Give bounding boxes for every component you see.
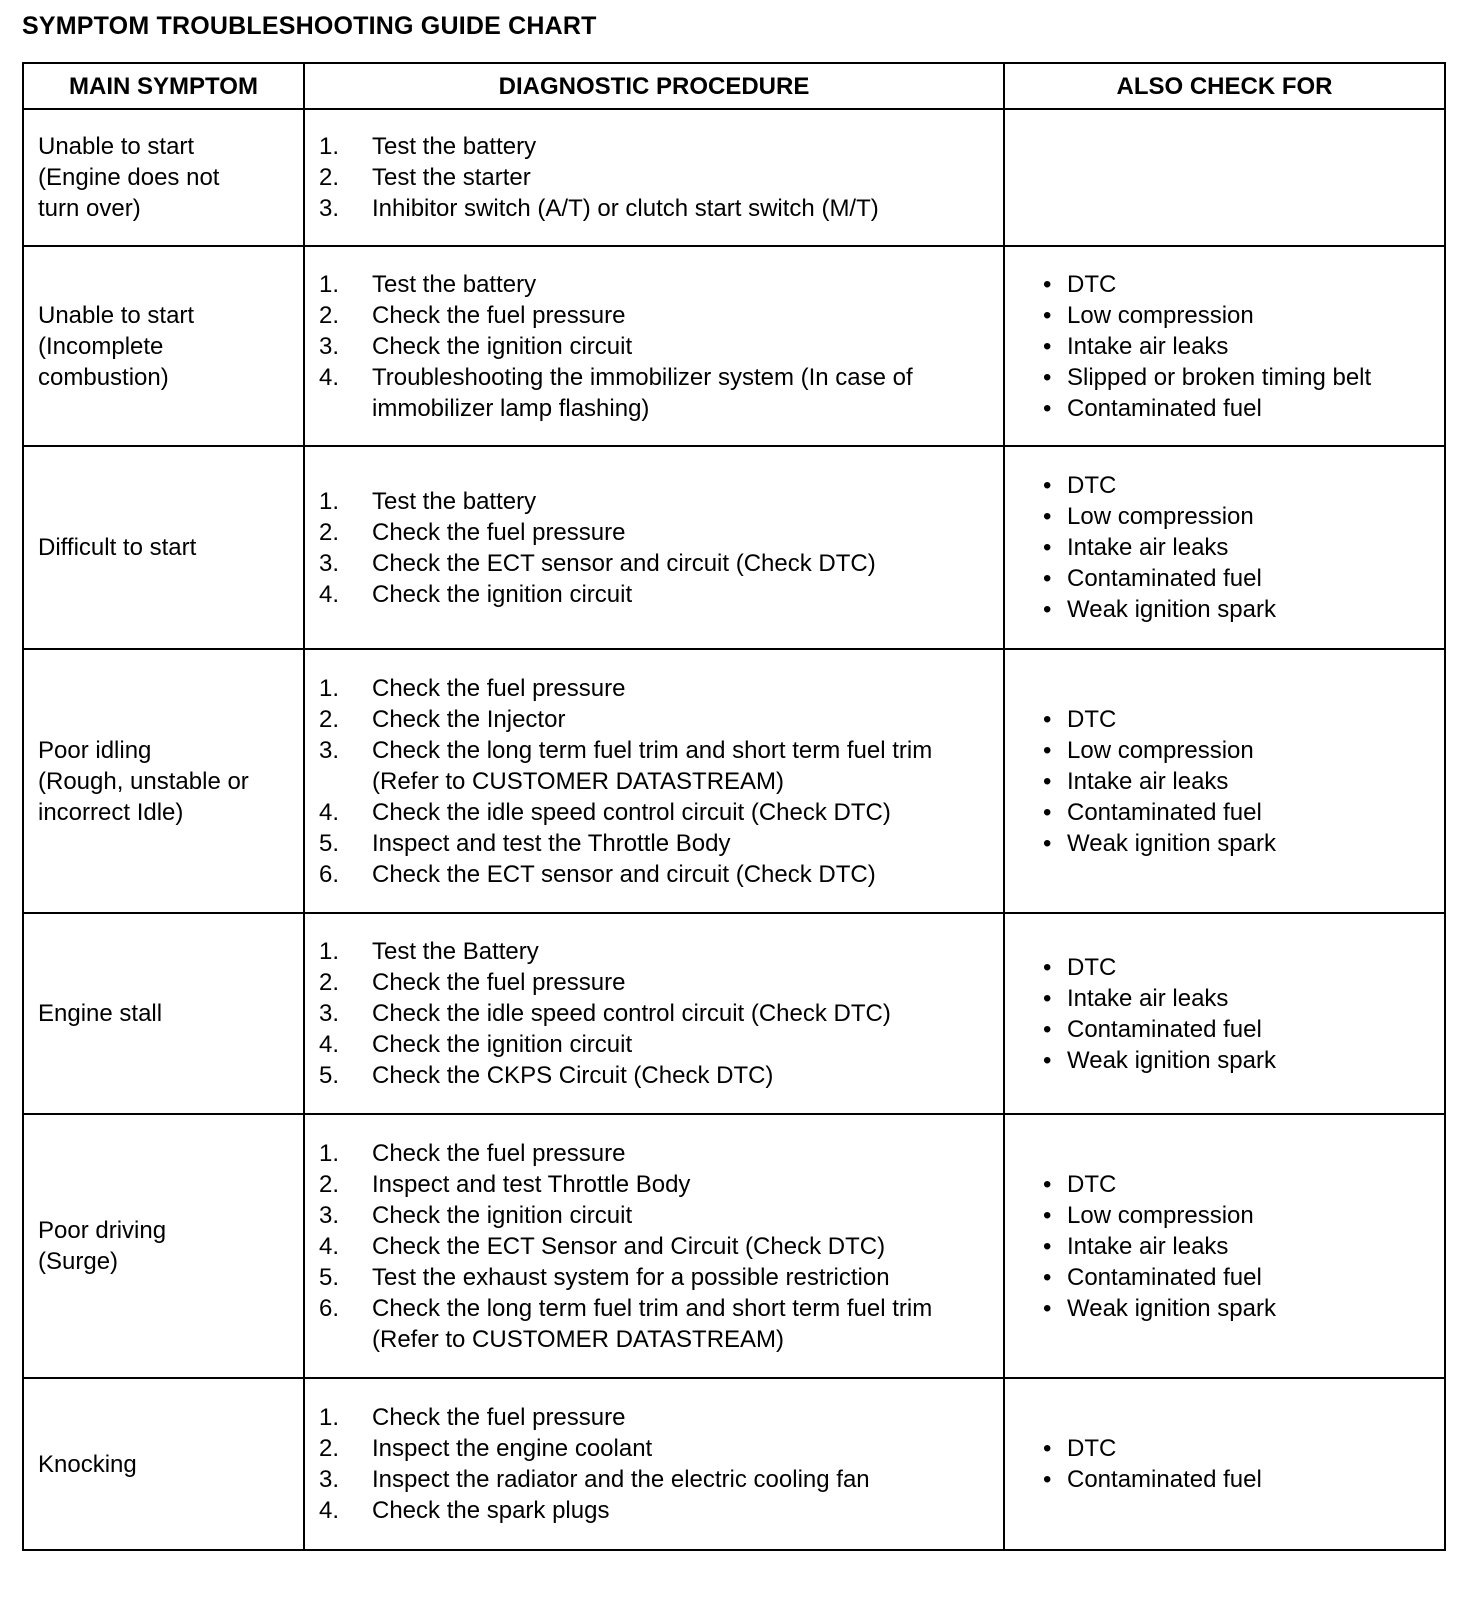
- step-text: Test the exhaust system for a possible restriction: [372, 1263, 890, 1291]
- check-item: [1043, 1464, 1438, 1495]
- bullet-icon: •: [1043, 363, 1052, 391]
- step-number: 2.: [319, 1435, 340, 1462]
- bullet-icon: •: [1043, 767, 1052, 795]
- check-list: [1043, 704, 1438, 859]
- procedure-list: [319, 486, 991, 610]
- also-check-cell: [1004, 1114, 1445, 1378]
- check-text: Contaminated fuel: [1067, 1263, 1262, 1291]
- procedure-step: [319, 673, 991, 704]
- procedure-cell: [304, 1114, 1004, 1378]
- procedure-step: [319, 704, 991, 735]
- symptom-text: Knocking: [38, 1450, 137, 1478]
- check-item: [1043, 1169, 1438, 1200]
- step-text: Test the starter: [372, 164, 531, 191]
- check-text: DTC: [1067, 270, 1117, 298]
- symptom-text: Poor driving (Surge): [38, 1217, 167, 1275]
- step-text: Check the Injector: [372, 705, 566, 733]
- step-text: Check the ECT sensor and circuit (Check DTC): [372, 549, 876, 577]
- step-number: 1.: [319, 487, 340, 515]
- procedure-cell: [304, 649, 1004, 913]
- header-main-symptom: MAIN SYMPTOM: [23, 63, 304, 109]
- check-text: Weak ignition spark: [1067, 829, 1276, 857]
- procedure-step: [319, 1433, 991, 1464]
- procedure-cell: [304, 913, 1004, 1114]
- bullet-icon: •: [1043, 534, 1052, 561]
- procedure-step: [319, 859, 991, 890]
- check-item: [1043, 1045, 1438, 1076]
- bullet-icon: •: [1043, 301, 1052, 329]
- check-text: Low compression: [1067, 301, 1254, 329]
- check-text: Contaminated fuel: [1067, 394, 1262, 422]
- bullet-icon: •: [1043, 1294, 1052, 1322]
- symptom-cell: [23, 1114, 304, 1378]
- procedure-list: [319, 1402, 991, 1526]
- procedure-list: [319, 269, 991, 424]
- check-item: [1043, 393, 1438, 424]
- step-number: 5.: [319, 1062, 340, 1089]
- bullet-icon: •: [1043, 270, 1052, 298]
- check-text: Contaminated fuel: [1067, 1466, 1262, 1493]
- check-item: [1043, 797, 1438, 828]
- check-list: [1043, 470, 1438, 625]
- step-number: 2.: [319, 969, 340, 996]
- check-text: Low compression: [1067, 736, 1254, 764]
- procedure-list: [319, 131, 991, 224]
- step-number: 1.: [319, 674, 340, 702]
- check-text: Contaminated fuel: [1067, 565, 1262, 592]
- step-number: 1.: [319, 1404, 340, 1431]
- procedure-step: [319, 1293, 991, 1355]
- procedure-step: [319, 1200, 991, 1231]
- check-text: Weak ignition spark: [1067, 1294, 1276, 1322]
- step-text: Test the battery: [372, 270, 537, 298]
- symptom-cell: [23, 246, 304, 446]
- bullet-icon: •: [1043, 953, 1052, 981]
- bullet-icon: •: [1043, 1046, 1052, 1074]
- procedure-step: [319, 331, 991, 362]
- step-text: Check the idle speed control circuit (Check DTC): [372, 1000, 891, 1027]
- check-text: DTC: [1067, 1170, 1117, 1198]
- check-item: [1043, 1433, 1438, 1464]
- check-text: Intake air leaks: [1067, 534, 1229, 561]
- step-number: 4.: [319, 1497, 340, 1524]
- symptom-text: Poor idling (Rough, unstable or incorrect Idle): [38, 736, 249, 826]
- step-number: 1.: [319, 938, 340, 965]
- procedure-step: [319, 486, 991, 517]
- check-item: [1043, 1293, 1438, 1324]
- step-number: 2.: [319, 301, 340, 329]
- step-number: 2.: [319, 164, 340, 191]
- procedure-cell: [304, 109, 1004, 246]
- procedure-step: [319, 1060, 991, 1091]
- procedure-step: [319, 300, 991, 331]
- check-text: Intake air leaks: [1067, 767, 1229, 795]
- procedure-step: [319, 517, 991, 548]
- check-text: DTC: [1067, 472, 1117, 499]
- step-text: Test the battery: [372, 133, 537, 160]
- check-item: [1043, 362, 1438, 393]
- step-text: Check the long term fuel trim and short term fuel trim (Refer to CUSTOMER DATASTREAM): [372, 1294, 933, 1353]
- check-item: [1043, 532, 1438, 563]
- procedure-step: [319, 735, 991, 797]
- procedure-step: [319, 1169, 991, 1200]
- check-item: [1043, 735, 1438, 766]
- step-number: 5.: [319, 829, 340, 857]
- bullet-icon: •: [1043, 829, 1052, 857]
- symptom-text: Engine stall: [38, 1000, 163, 1027]
- step-number: 3.: [319, 736, 340, 764]
- step-number: 6.: [319, 1294, 340, 1322]
- step-text: Check the fuel pressure: [372, 518, 626, 546]
- procedure-step: [319, 998, 991, 1029]
- bullet-icon: •: [1043, 1263, 1052, 1291]
- step-text: Check the ignition circuit: [372, 332, 633, 360]
- bullet-icon: •: [1043, 705, 1052, 733]
- procedure-step: [319, 967, 991, 998]
- procedure-step: [319, 797, 991, 828]
- step-number: 4.: [319, 580, 340, 608]
- step-text: Troubleshooting the immobilizer system (In case of immobilizer lamp flashing): [372, 363, 913, 422]
- procedure-cell: [304, 446, 1004, 649]
- step-text: Check the ECT sensor and circuit (Check DTC): [372, 860, 876, 888]
- check-list: [1043, 952, 1438, 1076]
- procedure-step: [319, 1262, 991, 1293]
- check-text: Intake air leaks: [1067, 984, 1229, 1012]
- check-item: [1043, 300, 1438, 331]
- symptom-cell: [23, 446, 304, 649]
- bullet-icon: •: [1043, 798, 1052, 826]
- page-title: SYMPTOM TROUBLESHOOTING GUIDE CHART: [22, 12, 597, 40]
- step-text: Check the ignition circuit: [372, 1201, 633, 1229]
- bullet-icon: •: [1043, 394, 1052, 422]
- bullet-icon: •: [1043, 596, 1052, 623]
- step-text: Inspect and test the Throttle Body: [372, 829, 731, 857]
- table-row: [23, 446, 1445, 649]
- check-text: Low compression: [1067, 1201, 1254, 1229]
- bullet-icon: •: [1043, 1201, 1052, 1229]
- table-row: [23, 1114, 1445, 1378]
- step-number: 3.: [319, 549, 340, 577]
- symptom-cell: [23, 913, 304, 1114]
- check-item: [1043, 1014, 1438, 1045]
- bullet-icon: •: [1043, 1232, 1052, 1260]
- procedure-list: [319, 1138, 991, 1355]
- procedure-step: [319, 1029, 991, 1060]
- procedure-step: [319, 269, 991, 300]
- symptom-text: Unable to start (Engine does not turn over): [38, 133, 220, 222]
- procedure-step: [319, 362, 991, 424]
- step-text: Check the fuel pressure: [372, 969, 626, 996]
- procedure-step: [319, 162, 991, 193]
- check-text: Contaminated fuel: [1067, 1015, 1262, 1043]
- also-check-cell: [1004, 246, 1445, 446]
- check-item: [1043, 828, 1438, 859]
- table-header-row: [23, 63, 1445, 109]
- table-row: [23, 246, 1445, 446]
- bullet-icon: •: [1043, 565, 1052, 592]
- symptom-text: Unable to start (Incomplete combustion): [38, 301, 195, 391]
- header-diagnostic-procedure: DIAGNOSTIC PROCEDURE: [304, 63, 1004, 109]
- check-item: [1043, 1200, 1438, 1231]
- step-text: Inhibitor switch (A/T) or clutch start switch (M/T): [372, 195, 879, 222]
- table-row: [23, 649, 1445, 913]
- procedure-step: [319, 548, 991, 579]
- step-number: 3.: [319, 1466, 340, 1493]
- step-number: 4.: [319, 1031, 340, 1058]
- procedure-step: [319, 193, 991, 224]
- step-text: Inspect the engine coolant: [372, 1435, 653, 1462]
- step-text: Check the ignition circuit: [372, 1031, 633, 1058]
- check-list: [1043, 1433, 1438, 1495]
- step-number: 3.: [319, 1000, 340, 1027]
- check-item: [1043, 269, 1438, 300]
- step-number: 2.: [319, 1170, 340, 1198]
- also-check-cell: [1004, 649, 1445, 913]
- check-text: Intake air leaks: [1067, 1232, 1229, 1260]
- check-text: DTC: [1067, 705, 1117, 733]
- check-text: Low compression: [1067, 503, 1254, 530]
- step-number: 4.: [319, 798, 340, 826]
- check-item: [1043, 563, 1438, 594]
- check-item: [1043, 766, 1438, 797]
- step-number: 1.: [319, 270, 340, 298]
- check-list: [1043, 1169, 1438, 1324]
- step-text: Check the spark plugs: [372, 1497, 610, 1524]
- check-text: Weak ignition spark: [1067, 596, 1276, 623]
- symptom-cell: [23, 1378, 304, 1550]
- step-number: 1.: [319, 1139, 340, 1167]
- bullet-icon: •: [1043, 1466, 1052, 1493]
- symptom-cell: [23, 649, 304, 913]
- step-text: Test the battery: [372, 487, 537, 515]
- also-check-cell: [1004, 446, 1445, 649]
- check-item: [1043, 1262, 1438, 1293]
- procedure-step: [319, 1138, 991, 1169]
- step-text: Check the long term fuel trim and short term fuel trim (Refer to CUSTOMER DATASTREAM): [372, 736, 933, 795]
- step-number: 6.: [319, 860, 340, 888]
- procedure-cell: [304, 1378, 1004, 1550]
- check-text: Intake air leaks: [1067, 332, 1229, 360]
- step-number: 3.: [319, 195, 340, 222]
- check-item: [1043, 501, 1438, 532]
- step-text: Test the Battery: [372, 938, 539, 965]
- bullet-icon: •: [1043, 332, 1052, 360]
- step-number: 3.: [319, 332, 340, 360]
- check-text: Weak ignition spark: [1067, 1046, 1276, 1074]
- check-item: [1043, 1231, 1438, 1262]
- check-text: Slipped or broken timing belt: [1067, 363, 1372, 391]
- step-number: 3.: [319, 1201, 340, 1229]
- step-number: 5.: [319, 1263, 340, 1291]
- bullet-icon: •: [1043, 1435, 1052, 1462]
- step-number: 4.: [319, 1232, 340, 1260]
- step-number: 2.: [319, 705, 340, 733]
- bullet-icon: •: [1043, 503, 1052, 530]
- step-text: Check the ignition circuit: [372, 580, 633, 608]
- procedure-step: [319, 1231, 991, 1262]
- step-text: Inspect and test Throttle Body: [372, 1170, 691, 1198]
- procedure-step: [319, 131, 991, 162]
- header-also-check-for: ALSO CHECK FOR: [1004, 63, 1445, 109]
- symptom-cell: [23, 109, 304, 246]
- procedure-list: [319, 936, 991, 1091]
- bullet-icon: •: [1043, 1170, 1052, 1198]
- step-number: 4.: [319, 363, 340, 391]
- check-text: Contaminated fuel: [1067, 798, 1262, 826]
- step-text: Check the fuel pressure: [372, 1404, 626, 1431]
- check-item: [1043, 331, 1438, 362]
- table-row: [23, 913, 1445, 1114]
- table-row: [23, 1378, 1445, 1550]
- step-number: 2.: [319, 518, 340, 546]
- check-item: [1043, 704, 1438, 735]
- procedure-step: [319, 1402, 991, 1433]
- also-check-cell: [1004, 109, 1445, 246]
- procedure-step: [319, 579, 991, 610]
- procedure-list: [319, 673, 991, 890]
- step-text: Check the CKPS Circuit (Check DTC): [372, 1062, 774, 1089]
- step-number: 1.: [319, 133, 340, 160]
- check-item: [1043, 594, 1438, 625]
- bullet-icon: •: [1043, 984, 1052, 1012]
- symptom-text: Difficult to start: [38, 534, 197, 561]
- table-row: [23, 109, 1445, 246]
- procedure-step: [319, 828, 991, 859]
- check-item: [1043, 983, 1438, 1014]
- step-text: Check the fuel pressure: [372, 674, 626, 702]
- procedure-step: [319, 1464, 991, 1495]
- step-text: Check the idle speed control circuit (Check DTC): [372, 798, 891, 826]
- check-item: [1043, 470, 1438, 501]
- also-check-cell: [1004, 1378, 1445, 1550]
- bullet-icon: •: [1043, 472, 1052, 499]
- procedure-cell: [304, 246, 1004, 446]
- check-item: [1043, 952, 1438, 983]
- check-list: [1043, 269, 1438, 424]
- step-text: Check the ECT Sensor and Circuit (Check DTC): [372, 1232, 886, 1260]
- check-text: DTC: [1067, 953, 1117, 981]
- troubleshooting-table: [22, 62, 1446, 1551]
- bullet-icon: •: [1043, 736, 1052, 764]
- procedure-step: [319, 936, 991, 967]
- check-text: DTC: [1067, 1435, 1117, 1462]
- also-check-cell: [1004, 913, 1445, 1114]
- bullet-icon: •: [1043, 1015, 1052, 1043]
- procedure-step: [319, 1495, 991, 1526]
- step-text: Check the fuel pressure: [372, 1139, 626, 1167]
- step-text: Inspect the radiator and the electric cooling fan: [372, 1466, 870, 1493]
- step-text: Check the fuel pressure: [372, 301, 626, 329]
